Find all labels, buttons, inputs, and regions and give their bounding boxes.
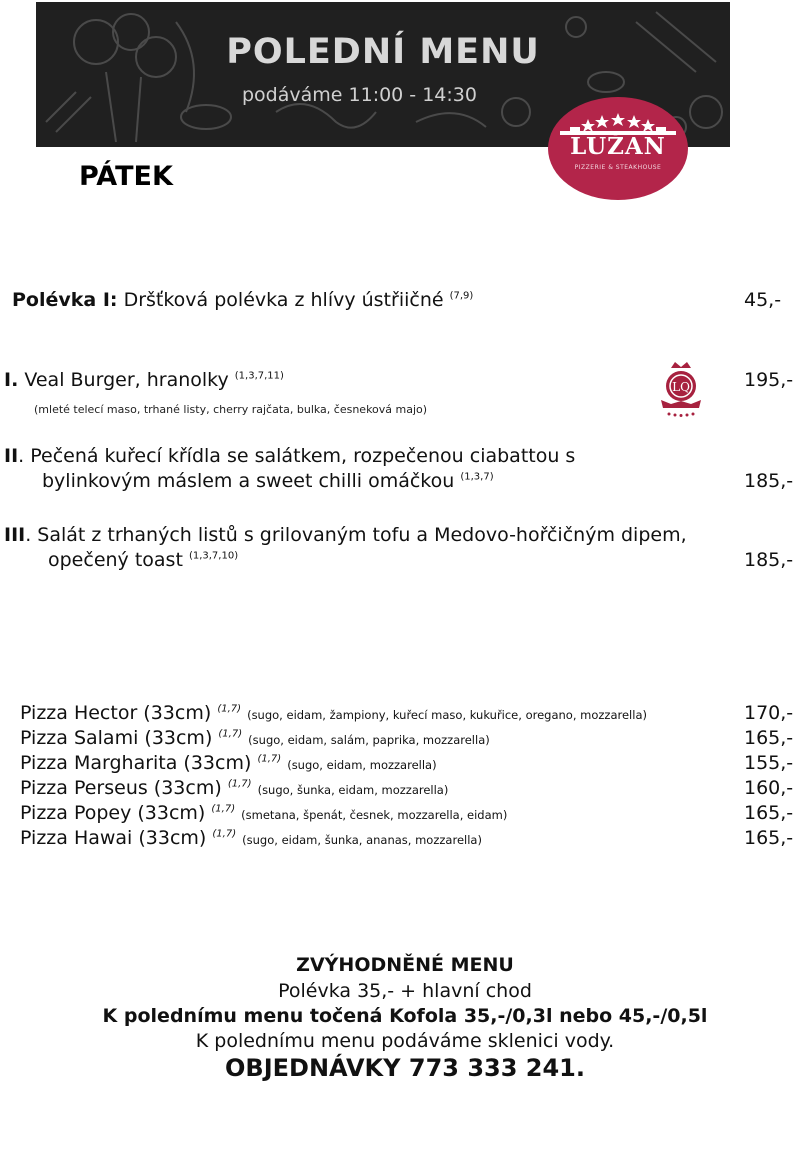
pizza-name: Pizza Salami (33cm)	[20, 727, 213, 749]
main-3-line1	[4, 524, 687, 546]
pizza-price: 165,-	[744, 727, 794, 749]
svg-text:LQ: LQ	[672, 380, 690, 394]
pizza-ingredients: (sugo, eidam, salám, paprika, mozzarella)	[248, 733, 490, 747]
menu-title: POLEDNÍ MENU	[226, 32, 540, 72]
main-3-price: 185,-	[744, 549, 794, 571]
pizza-allergens: (1,7)	[211, 803, 236, 815]
pizza-price: 165,-	[744, 802, 794, 824]
footer-line-1: Polévka 35,- + hlavní chod	[278, 980, 532, 1002]
pizza-allergens: (1,7)	[218, 728, 243, 740]
pizza-allergens: (1,7)	[217, 703, 242, 715]
footer-line-3: K polednímu menu podáváme sklenici vody.	[195, 1030, 615, 1052]
pizza-row	[20, 702, 647, 724]
soup-label: Polévka I:	[12, 289, 118, 311]
main-1-line	[4, 369, 284, 391]
main-1-name: Veal Burger, hranolky	[24, 369, 229, 391]
pizza-ingredients: (sugo, eidam, šunka, ananas, mozzarella)	[242, 833, 482, 847]
logo-tagline: PIZZERIE & STEAKHOUSE	[574, 164, 662, 171]
pizza-price: 165,-	[744, 827, 794, 849]
pizza-ingredients: (sugo, eidam, žampiony, kuřecí maso, kukuřice, oregano, mozzarella)	[247, 708, 647, 722]
main-1-number: I.	[4, 369, 19, 391]
pizza-name: Pizza Popey (33cm)	[20, 802, 206, 824]
pizza-row	[20, 777, 448, 799]
logo-name: LUŽAN	[570, 133, 666, 160]
pizza-price: 155,-	[744, 752, 794, 774]
main-1-price: 195,-	[744, 369, 794, 391]
footer-line-2: K polednímu menu točená Kofola 35,-/0,3l nebo 45,-/0,5l	[102, 1005, 708, 1027]
pizza-row	[20, 752, 437, 774]
pizza-name: Pizza Perseus (33cm)	[20, 777, 222, 799]
pizza-allergens: (1,7)	[227, 778, 252, 790]
pizza-name: Pizza Hawai (33cm)	[20, 827, 207, 849]
pizza-allergens: (1,7)	[257, 753, 282, 765]
soup-name: Dršťková polévka z hlívy ústřiičné	[123, 289, 444, 311]
main-3-allergens: (1,3,7,10)	[188, 550, 239, 562]
pizza-ingredients: (sugo, eidam, mozzarella)	[287, 758, 437, 772]
main-3-number: III	[4, 524, 26, 546]
pizza-row	[20, 727, 490, 749]
main-2-number: II	[4, 445, 19, 467]
pizza-allergens: (1,7)	[212, 828, 237, 840]
main-3-line2	[48, 549, 238, 571]
restaurant-logo	[548, 97, 688, 200]
main-3-text2: opečený toast	[48, 549, 183, 571]
pizza-row	[20, 802, 507, 824]
main-1-note: (mleté telecí maso, trhané listy, cherry rajčata, bulka, česneková majo)	[34, 403, 428, 416]
main-2-allergens: (1,3,7)	[460, 471, 494, 483]
pizza-price: 170,-	[744, 702, 794, 724]
main-3-text1: . Salát z trhaných listů s grilovaným tofu a Medovo-hořčičným dipem,	[25, 524, 687, 546]
pizza-name: Pizza Hector (33cm)	[20, 702, 212, 724]
day-heading: PÁTEK	[79, 161, 173, 192]
pizza-ingredients: (smetana, špenát, česnek, mozzarella, eidam)	[241, 808, 508, 822]
footer-heading: ZVÝHODNĚNÉ MENU	[296, 954, 514, 976]
soup-allergens: (7,9)	[449, 290, 474, 302]
main-1-allergens: (1,3,7,11)	[234, 370, 284, 382]
lq-badge	[655, 360, 707, 422]
orders-phone: OBJEDNÁVKY 773 333 241.	[225, 1054, 585, 1082]
serving-hours: podáváme 11:00 - 14:30	[242, 84, 477, 106]
lq-crest-icon	[655, 360, 707, 418]
main-2-price: 185,-	[744, 470, 794, 492]
main-2-line1	[4, 445, 575, 467]
main-2-line2	[42, 470, 494, 492]
main-2-text1: . Pečená kuřecí křídla se salátkem, rozpečenou ciabattou s	[18, 445, 576, 467]
pizza-ingredients: (sugo, šunka, eidam, mozzarella)	[257, 783, 449, 797]
pizza-price: 160,-	[744, 777, 794, 799]
soup-line	[12, 289, 473, 311]
main-2-text2: bylinkovým máslem a sweet chilli omáčkou	[42, 470, 455, 492]
pizza-name: Pizza Margharita (33cm)	[20, 752, 252, 774]
pizza-row	[20, 827, 482, 849]
soup-price: 45,-	[744, 289, 782, 311]
